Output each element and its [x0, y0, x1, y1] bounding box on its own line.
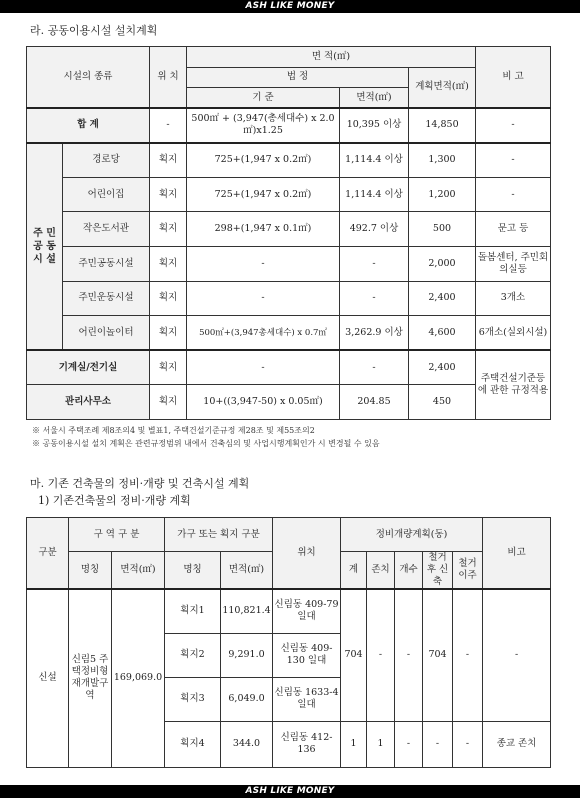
facility-plan-table: [26, 46, 551, 420]
header-keep: 존치: [367, 552, 395, 590]
note-2: ※ 공동이용시설 설치 계획은 관련규정범위 내에서 건축심의 및 사업시행계획인가 시 변경될 수 있음: [32, 439, 380, 448]
plan-keep: -: [367, 589, 395, 721]
row-remarks: 3개소: [476, 281, 551, 316]
row-planned-area: 1,300: [409, 143, 476, 178]
header-area: 면 적(㎡): [187, 47, 476, 68]
total-standard: 500㎡ + (3,947(총세대수) x 2.0㎡)x1.25: [187, 108, 340, 143]
row-standard: 725+(1,947 x 0.2㎡): [187, 143, 340, 178]
row-planned-area: 500: [409, 212, 476, 247]
row-legal-area: 492.7 이상: [340, 212, 409, 247]
row-planned-area: 2,000: [409, 246, 476, 281]
lot4-plan-remarks: 종교 존치: [483, 721, 551, 767]
header-zone: 구 역 구 분: [69, 518, 165, 552]
header-zone-area: 면적(㎡): [112, 552, 165, 590]
row-location: 획지: [150, 212, 187, 247]
header-remarks: 비고: [483, 518, 551, 590]
total-label: 합 계: [27, 108, 150, 143]
row-standard: 500㎡+(3,947총세대수) x 0.7㎡: [187, 316, 340, 351]
lot-area: 6,049.0: [221, 677, 273, 721]
header-plan: 정비개량계획(동): [341, 518, 483, 552]
header-relocate: 철거 이주: [453, 552, 483, 590]
lot4-plan-repair: -: [395, 721, 423, 767]
category-value: 신설: [27, 589, 69, 767]
zone-area-value: 169,069.0: [112, 589, 165, 767]
row-standard: -: [187, 246, 340, 281]
bottom-banner: ASH LIKE MONEY: [0, 785, 580, 798]
lot4-plan-keep: 1: [367, 721, 395, 767]
row-remarks: -: [476, 143, 551, 178]
row-legal-area: 1,114.4 이상: [340, 143, 409, 178]
building-plan-table: [26, 517, 551, 768]
machine-room-location: 획지: [150, 350, 187, 385]
plan-rebuild: 704: [423, 589, 453, 721]
plan-remarks: -: [483, 589, 551, 721]
lot-area: 110,821.4: [221, 589, 273, 633]
header-facility-type: 시설의 종류: [27, 47, 150, 109]
header-standard: 기 준: [187, 88, 340, 109]
machine-room-label: 기계실/전기실: [27, 350, 150, 385]
total-location: -: [150, 108, 187, 143]
header-planned-area: 계획면적(㎡): [409, 67, 476, 108]
lot-name: 획지1: [165, 589, 221, 633]
management-office-label: 관리사무소: [27, 385, 150, 420]
total-planned-area: 14,850: [409, 108, 476, 143]
row-planned-area: 1,200: [409, 177, 476, 212]
lot-name: 획지4: [165, 721, 221, 767]
header-legal: 법 정: [187, 67, 409, 88]
header-lot-name: 명칭: [165, 552, 221, 590]
lot-area: 9,291.0: [221, 633, 273, 677]
resident-facility-group-label: [27, 143, 63, 351]
lot4-plan-rebuild: -: [423, 721, 453, 767]
row-name: 어린이집: [63, 177, 150, 212]
header-repair: 개수: [395, 552, 423, 590]
header-legal-area: 면적(㎡): [340, 88, 409, 109]
section-ma-title: 마. 기존 건축물의 정비·개량 및 건축시설 계획: [30, 477, 250, 490]
header-rebuild: 철거후 신축: [423, 552, 453, 590]
row-legal-area: -: [340, 246, 409, 281]
management-office-legal-area: 204.85: [340, 385, 409, 420]
top-banner: ASH LIKE MONEY: [0, 0, 580, 13]
row-remarks: 6개소(실외시설): [476, 316, 551, 351]
plan-relocate: -: [453, 589, 483, 721]
zone-name-value: 신림5 주택정비형 재개발구역: [69, 589, 112, 767]
row-standard: -: [187, 281, 340, 316]
header-lot-area: 면적(㎡): [221, 552, 273, 590]
row-location: 획지: [150, 246, 187, 281]
lot-area: 344.0: [221, 721, 273, 767]
section-ra-title: 라. 공동이용시설 설치계획: [30, 24, 158, 37]
machine-room-legal-area: -: [340, 350, 409, 385]
lot-location: 신림동 412-136: [273, 721, 341, 767]
plan-total: 704: [341, 589, 367, 721]
header-household: 가구 또는 획지 구분: [165, 518, 273, 552]
row-remarks: -: [476, 177, 551, 212]
header-category: 구분: [27, 518, 69, 590]
row-planned-area: 4,600: [409, 316, 476, 351]
management-office-location: 획지: [150, 385, 187, 420]
management-office-planned-area: 450: [409, 385, 476, 420]
management-office-standard: 10+((3,947-50) x 0.05㎡): [187, 385, 340, 420]
row-remarks: 돌봄센터, 주민회의실등: [476, 246, 551, 281]
row-name: 어린이놀이터: [63, 316, 150, 351]
lot4-plan-total: 1: [341, 721, 367, 767]
row-location: 획지: [150, 316, 187, 351]
lot-location: 신림동 409-79 일대: [273, 589, 341, 633]
row-location: 획지: [150, 143, 187, 178]
row-remarks: 문고 등: [476, 212, 551, 247]
lot4-plan-relocate: -: [453, 721, 483, 767]
row-name: 주민공동시설: [63, 246, 150, 281]
row-legal-area: 1,114.4 이상: [340, 177, 409, 212]
row-standard: 725+(1,947 x 0.2㎡): [187, 177, 340, 212]
lot-name: 획지3: [165, 677, 221, 721]
header-location: 위 치: [150, 47, 187, 109]
header-remarks: 비 고: [476, 47, 551, 109]
header-location: 위치: [273, 518, 341, 590]
row-legal-area: -: [340, 281, 409, 316]
row-location: 획지: [150, 177, 187, 212]
lot-name: 획지2: [165, 633, 221, 677]
row-name: 주민운동시설: [63, 281, 150, 316]
lot-location: 신림동 1633-4 일대: [273, 677, 341, 721]
shared-remark: 주택건설기준등에 관한 규정적용: [476, 350, 551, 419]
total-legal-area: 10,395 이상: [340, 108, 409, 143]
row-legal-area: 3,262.9 이상: [340, 316, 409, 351]
group-label-text: 주 민 공 동 시 설: [33, 227, 56, 265]
row-standard: 298+(1,947 x 0.1㎡): [187, 212, 340, 247]
row-name: 경로당: [63, 143, 150, 178]
note-1: ※ 서울시 주택조례 제8조의4 및 별표1, 주택건설기준규정 제28조 및 제55조의2: [32, 426, 315, 435]
machine-room-standard: -: [187, 350, 340, 385]
row-planned-area: 2,400: [409, 281, 476, 316]
plan-repair: -: [395, 589, 423, 721]
machine-room-planned-area: 2,400: [409, 350, 476, 385]
lot-location: 신림동 409-130 일대: [273, 633, 341, 677]
row-location: 획지: [150, 281, 187, 316]
row-name: 작은도서관: [63, 212, 150, 247]
total-remarks: -: [476, 108, 551, 143]
header-zone-name: 명칭: [69, 552, 112, 590]
section-ma-subtitle: 1) 기존건축물의 정비·개량 계획: [38, 494, 191, 507]
header-total: 계: [341, 552, 367, 590]
